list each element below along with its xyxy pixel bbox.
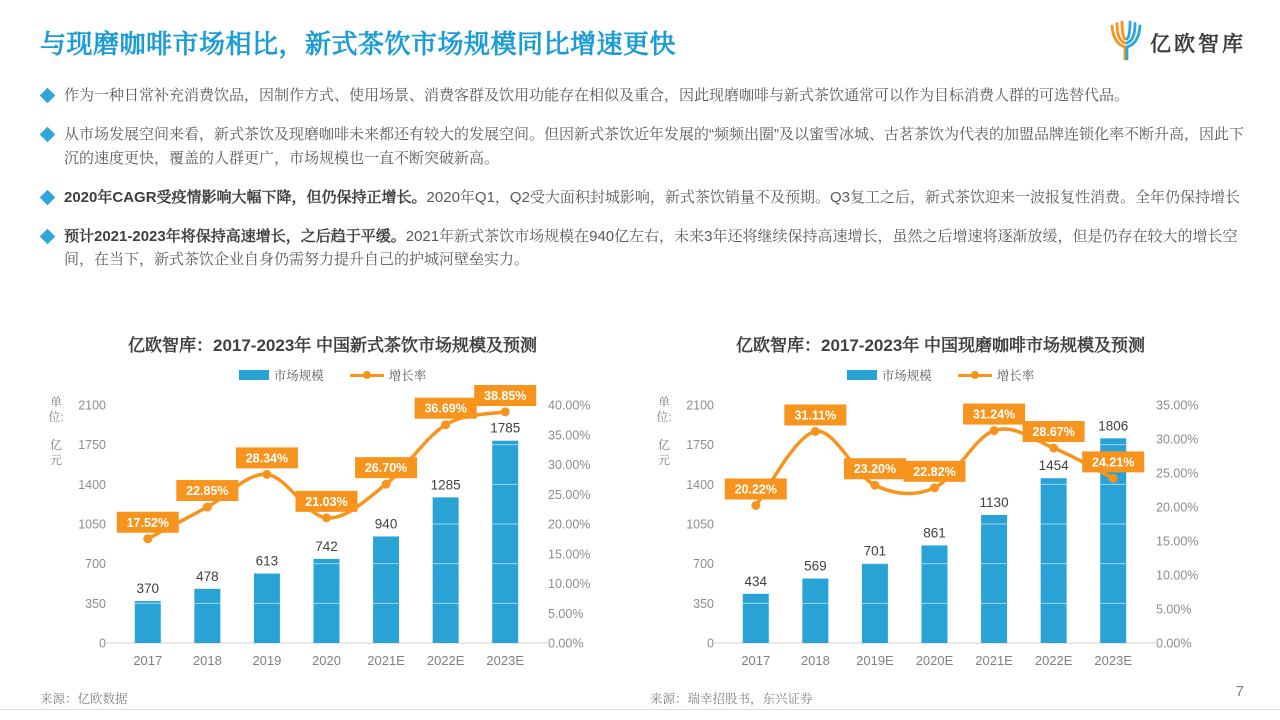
legend-item-bar: 市场规模 bbox=[239, 366, 324, 384]
tea-market-chart bbox=[40, 331, 625, 687]
svg-text:40.00%: 40.00% bbox=[548, 398, 591, 413]
svg-text:2019E: 2019E bbox=[856, 653, 894, 668]
svg-text:15.00%: 15.00% bbox=[548, 547, 591, 562]
svg-text:1050: 1050 bbox=[78, 517, 106, 532]
svg-text:1806: 1806 bbox=[1098, 418, 1129, 434]
diamond-bullet-icon bbox=[40, 229, 56, 245]
svg-text:569: 569 bbox=[804, 558, 827, 574]
bullet-text: 从市场发展空间来看，新式茶饮及现磨咖啡未来都还有较大的发展空间。但因新式茶饮近年发展的“频频出圈”及以蜜雪冰城、古茗茶饮为代表的加盟品牌连锁化率不断升高，因此下沉的速度更快，覆盖的人群更广，市场规模也一直不断突破新高。 bbox=[64, 126, 1244, 167]
bullet-item bbox=[40, 84, 1246, 107]
legend-item-line: 增长率 bbox=[350, 366, 427, 384]
svg-text:31.24%: 31.24% bbox=[972, 407, 1016, 422]
left-axis-ticks bbox=[686, 399, 714, 651]
svg-text:21.03%: 21.03% bbox=[305, 494, 348, 509]
brand-logo bbox=[1107, 19, 1246, 66]
svg-text:2018: 2018 bbox=[800, 653, 830, 668]
svg-text:434: 434 bbox=[744, 573, 768, 589]
svg-text:701: 701 bbox=[863, 543, 887, 559]
svg-text:370: 370 bbox=[136, 581, 160, 597]
svg-text:0.00%: 0.00% bbox=[1156, 636, 1192, 651]
x-axis-labels bbox=[133, 653, 524, 668]
coffee-market-chart bbox=[648, 331, 1233, 687]
svg-text:22.85%: 22.85% bbox=[186, 484, 229, 499]
svg-text:742: 742 bbox=[315, 538, 338, 554]
chart-title: 亿欧智库：2017-2023年 中国现磨咖啡市场规模及预测 bbox=[735, 336, 1146, 355]
svg-text:2019: 2019 bbox=[252, 653, 282, 668]
svg-text:350: 350 bbox=[85, 596, 106, 611]
svg-text:1785: 1785 bbox=[490, 420, 521, 436]
diamond-bullet-icon bbox=[40, 88, 56, 104]
svg-text:38.85%: 38.85% bbox=[484, 389, 527, 403]
svg-text:1130: 1130 bbox=[979, 494, 1009, 510]
svg-text:31.11%: 31.11% bbox=[794, 408, 837, 423]
svg-text:24.21%: 24.21% bbox=[1092, 455, 1135, 470]
diamond-bullet-icon bbox=[40, 189, 56, 205]
chart-plot bbox=[648, 385, 1233, 687]
svg-text:2021E: 2021E bbox=[367, 653, 405, 668]
svg-text:1400: 1400 bbox=[686, 477, 714, 492]
svg-text:0: 0 bbox=[99, 636, 106, 651]
svg-text:20.22%: 20.22% bbox=[734, 482, 777, 497]
footer-divider bbox=[0, 709, 1280, 710]
bullet-text: 2020年CAGR受疫情影响大幅下降，但仍保持正增长。2020年Q1，Q2受大面积封城影响，新式茶饮销量不及预期。Q3复工之后，新式茶饮迎来一波报复性消费。全年仍保持增长 bbox=[64, 188, 1240, 206]
bar-swatch-icon bbox=[239, 370, 269, 380]
bullet-item bbox=[40, 225, 1246, 272]
svg-text:5.00%: 5.00% bbox=[548, 606, 584, 621]
svg-text:15.00%: 15.00% bbox=[1156, 534, 1199, 549]
svg-text:2022E: 2022E bbox=[1034, 653, 1073, 668]
legend-item-line: 增长率 bbox=[958, 366, 1035, 384]
bullet-list bbox=[40, 84, 1246, 288]
axis-unit-label: 单 位: 亿 元 bbox=[656, 395, 672, 467]
svg-text:0: 0 bbox=[707, 636, 714, 651]
bullet-text: 作为一种日常补充消费饮品，因制作方式、使用场景、消费客群及饮用功能存在相似及重合，因此现磨咖啡与新式茶饮通常可以作为目标消费人群的可选替代品。 bbox=[64, 87, 1130, 104]
bullet-item bbox=[40, 186, 1246, 209]
svg-text:861: 861 bbox=[923, 525, 946, 541]
line-swatch-icon bbox=[350, 374, 384, 377]
svg-text:613: 613 bbox=[255, 553, 279, 569]
page-title: 与现磨咖啡市场相比，新式茶饮市场规模同比增速更快 bbox=[40, 29, 677, 59]
svg-text:36.69%: 36.69% bbox=[424, 401, 467, 416]
logo-icon bbox=[1107, 19, 1145, 66]
logo-text: 亿欧智库 bbox=[1150, 32, 1246, 56]
svg-text:1750: 1750 bbox=[78, 438, 106, 453]
svg-text:10.00%: 10.00% bbox=[548, 577, 591, 591]
svg-text:1050: 1050 bbox=[686, 517, 714, 532]
svg-text:28.67%: 28.67% bbox=[1032, 425, 1075, 440]
svg-text:2017: 2017 bbox=[741, 653, 771, 668]
svg-text:26.70%: 26.70% bbox=[364, 461, 408, 476]
chart-title: 亿欧智库：2017-2023年 中国新式茶饮市场规模及预测 bbox=[127, 336, 538, 355]
svg-text:30.00%: 30.00% bbox=[548, 458, 591, 472]
svg-text:10.00%: 10.00% bbox=[1156, 568, 1199, 583]
svg-text:350: 350 bbox=[693, 596, 714, 611]
svg-text:35.00%: 35.00% bbox=[1156, 398, 1199, 413]
bars bbox=[118, 405, 535, 643]
left-axis-ticks bbox=[78, 399, 106, 651]
chart-plot bbox=[40, 385, 625, 687]
svg-text:25.00%: 25.00% bbox=[548, 487, 591, 502]
svg-text:28.34%: 28.34% bbox=[245, 451, 289, 466]
svg-text:2100: 2100 bbox=[78, 398, 106, 413]
svg-text:22.82%: 22.82% bbox=[913, 464, 956, 479]
svg-text:2100: 2100 bbox=[686, 398, 714, 413]
diamond-bullet-icon bbox=[40, 127, 56, 143]
line-swatch-icon bbox=[958, 374, 992, 377]
page-number: 7 bbox=[1235, 683, 1244, 700]
axis-unit-label: 单 位: 亿 元 bbox=[48, 395, 64, 467]
svg-text:35.00%: 35.00% bbox=[548, 428, 591, 443]
right-axis-ticks bbox=[548, 399, 590, 651]
growth-labels bbox=[117, 385, 536, 533]
x-axis-labels bbox=[741, 653, 1132, 668]
svg-text:17.52%: 17.52% bbox=[126, 515, 169, 530]
svg-text:1285: 1285 bbox=[430, 477, 461, 493]
svg-text:2020: 2020 bbox=[312, 653, 341, 668]
svg-text:5.00%: 5.00% bbox=[1156, 602, 1192, 617]
svg-text:2020E: 2020E bbox=[915, 653, 954, 668]
bullet-text: 预计2021-2023年将保持高速增长，之后趋于平缓。2021年新式茶饮市场规模在940亿左右，未来3年还将继续保持高速增长，虽然之后增速将逐渐放缓，但是仍存在较大的增长空间，在当下，新式茶饮企业自身仍需努力提升自己的护城河壁垒实力。 bbox=[64, 228, 1238, 269]
svg-text:25.00%: 25.00% bbox=[1156, 466, 1199, 481]
svg-text:2021E: 2021E bbox=[975, 653, 1013, 668]
svg-text:2023E: 2023E bbox=[486, 653, 525, 668]
bar-swatch-icon bbox=[847, 370, 877, 380]
svg-text:20.00%: 20.00% bbox=[548, 517, 591, 532]
svg-text:2017: 2017 bbox=[133, 653, 163, 668]
svg-text:30.00%: 30.00% bbox=[1156, 432, 1199, 447]
svg-text:1400: 1400 bbox=[78, 477, 106, 492]
svg-text:2022E: 2022E bbox=[426, 653, 465, 668]
svg-text:0.00%: 0.00% bbox=[548, 636, 584, 651]
source-note-left: 来源：亿欧数据 bbox=[40, 692, 128, 706]
right-axis-ticks bbox=[1156, 399, 1198, 651]
bullet-item bbox=[40, 123, 1246, 170]
svg-text:940: 940 bbox=[374, 516, 398, 532]
chart-legend bbox=[40, 366, 625, 384]
svg-text:2023E: 2023E bbox=[1094, 653, 1133, 668]
svg-text:1454: 1454 bbox=[1038, 458, 1069, 474]
svg-text:23.20%: 23.20% bbox=[853, 462, 897, 477]
svg-text:700: 700 bbox=[85, 557, 106, 572]
svg-text:20.00%: 20.00% bbox=[1156, 500, 1199, 515]
svg-text:2018: 2018 bbox=[192, 653, 222, 668]
legend-item-bar: 市场规模 bbox=[847, 366, 932, 384]
source-note-right: 来源：瑞幸招股书，东兴证券 bbox=[650, 692, 813, 706]
svg-text:1750: 1750 bbox=[686, 438, 714, 453]
svg-text:700: 700 bbox=[693, 557, 714, 572]
chart-legend bbox=[648, 366, 1233, 384]
svg-text:478: 478 bbox=[196, 568, 219, 584]
